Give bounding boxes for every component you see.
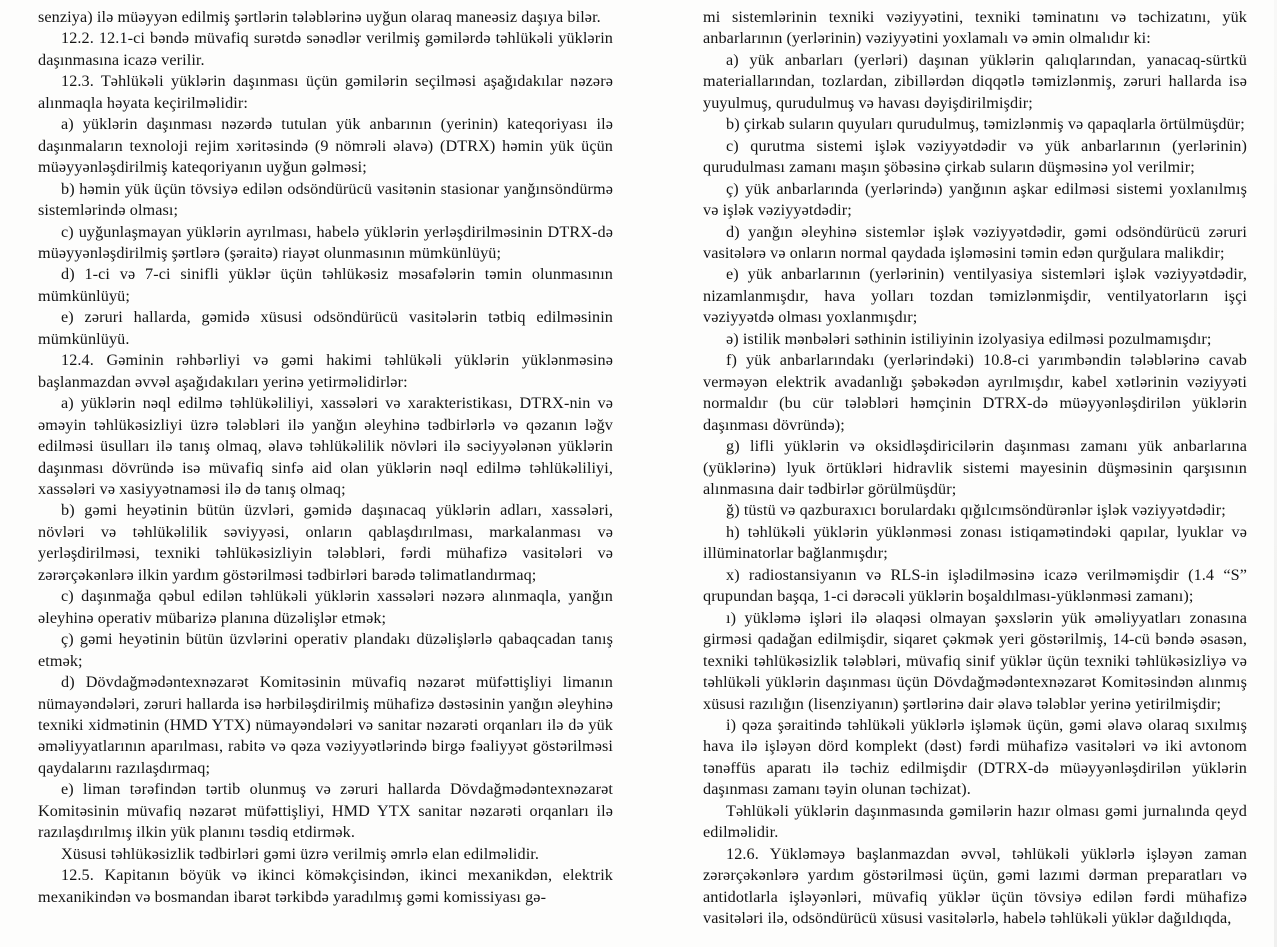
paragraph: g) lifli yüklərin və oksidləşdiricilərin daşınması zamanı yük anbarlarına (yüklərinə) lyuk örtükləri hidravlik sistemi mayesinin düşməsinin qarşısının alınmasına dair tədbirlər görülmüşdür; (703, 437, 1247, 498)
paragraph: 12.5. Kapitanın böyük və ikinci köməkçisindən, ikinci mexanikdən, elektrik mexanikindən və bosmandan ibarət tərkibdə yaradılmış gəmi komissiyası gə- (38, 866, 613, 906)
paragraph: Təhlükəli yüklərin daşınmasında gəmilərin hazır olması gəmi jurnalında qeyd edilməlidir. (703, 801, 1247, 842)
paragraph: a) yük anbarları (yerləri) daşınan yüklərin qalıqlarından, yanacaq-sürtkü materiallarından, tozlardan, zibillərdən diqqətlə təmizlənmiş, zəruri hallarda isə yuyulmuş, qurudulmuş və havası dəyişdirilmişdir; (703, 50, 1247, 112)
paragraph: d) Dövdağmədəntexnəzarət Komitəsinin müvafiq nəzarət müfəttişliyi limanın nümayəndələri, zəruri hallarda isə hərbiləşdirilmiş mühafizə dəstəsinin yanğın əleyhinə texniki xidmətinin (HMD YTX) nümayəndələri və sanitar nəzarəti orqanları ilə də yük əməliyyatlarının aparılması, rabitə və qəza vəziyyətlərində birgə fəaliyyət göstərilməsi qaydalarını razılaşdırmaq; (38, 673, 613, 777)
paragraph: h) təhlükəli yüklərin yüklənməsi zonası istiqamətindəki qapılar, lyuklar və illüminatorlar bağlanmışdır; (703, 522, 1247, 563)
paragraph: ı) yükləmə işləri ilə əlaqəsi olmayan şəxslərin yük əməliyyatları zonasına girməsi qadağan edilmişdir, siqaret çəkmək yeri göstərilmiş, 14-cü bəndə əsasən, texniki təhlükəsizlik tələbləri, müvafiq sinif yüklər üçün texniki təhlükəsizliyə və təhlükəli yüklərin daşınması üçün Dövdağmədəntexnəzarət Komitəsindən alınmış xüsusi razılığın (lisenziyanın) şərtlərinə dair əlavə tələblər yerinə yetirilmişdir; (703, 608, 1247, 713)
paragraph: i) qəza şəraitində təhlükəli yüklərlə işləmək üçün, gəmi əlavə olaraq sıxılmış hava ilə işləyən dörd komplekt (dəst) fərdi mühafizə vasitələri və iki avtonom tənəffüs aparatı ilə təchiz edilmişdir (DTRX-də müəyyənləşdirilən yüklərin daşınması zamanı təyin olunan təchizat). (703, 715, 1247, 799)
paragraph: e) zəruri hallarda, gəmidə xüsusi odsöndürücü vasitələrin tətbiq edilməsinin mümkünlüyü. (38, 308, 613, 348)
paragraph: e) yük anbarlarının (yerlərinin) ventilyasiya sistemləri işlək vəziyyətdədir, nizamlanmışdır, hava yolları tozdan təmizlənmişdir, ventilyatorların işçi vəziyyətdə olması yoxlanmışdır; (703, 265, 1247, 327)
paragraph: x) radiostansiyanın və RLS-in işlədilməsinə icazə verilməmişdir (1.4 “S” qrupundan başqa, 1-ci dərəcəli yüklərin boşaldılması-yüklənməsi zamanı); (703, 565, 1247, 606)
paragraph: 12.4. Gəminin rəhbərliyi və gəmi hakimi təhlükəli yüklərin yüklənməsinə başlanmazdan əvvəl aşağıdakıları yerinə yetirməlidirlər: (38, 351, 613, 391)
paragraph: b) çirkab suların quyuları qurudulmuş, təmizlənmiş və qapaqlarla örtülmüşdür; (726, 115, 1245, 134)
paragraph: d) 1-ci və 7-ci sinifli yüklər üçün təhlükəsiz məsafələrin təmin olunmasının mümkünlüyü; (38, 265, 613, 305)
paragraph: c) uyğunlaşmayan yüklərin ayrılması, habelə yüklərin yerləşdirilməsinin DTRX-də müəyyənləşdirilmiş şərtlərə (şəraitə) riayət olunmasının mümkünlüyü; (38, 222, 613, 262)
paragraph: d) yanğın əleyhinə sistemlər işlək vəziyyətdədir, gəmi odsöndürücü zəruri vasitələrə və onların normal qaydada işləməsini təmin edən qurğulara malikdir; (703, 222, 1247, 262)
paragraph: Xüsusi təhlükəsizlik tədbirləri gəmi üzrə verilmiş əmrlə elan edilməlidir. (61, 844, 540, 863)
paragraph: b) həmin yük üçün tövsiyə edilən odsöndürücü vasitənin stasionar yanğınsöndürmə sistemlərində olması; (38, 179, 613, 220)
paragraph: e) liman tərəfindən tərtib olunmuş və zəruri hallarda Dövdağmədəntexnəzarət Komitəsinin müvafiq nəzarət müfəttişliyi, HMD YTX sanitar nəzarəti orqanları ilə razılaşdırılmış ilkin yük planını təsdiq etdirmək. (38, 780, 613, 842)
paragraph: ə) istilik mənbələri səthinin istiliyinin izolyasiya edilməsi pozulmamışdır; (726, 329, 1212, 348)
paragraph: mi sistemlərinin texniki vəziyyətini, texniki təminatını və təchizatını, yük anbarlarının (yerlərinin) vəziyyətini yoxlamalı və əmin olmalıdır ki: (703, 8, 1247, 48)
paragraph: b) gəmi heyətinin bütün üzvləri, gəmidə daşınacaq yüklərin adları, xassələri, növləri və təhlükəlilik səviyyəsi, onların qablaşdırılması, markalanması və yerləşdirilməsi, texniki təhlükəsizliyin tələbləri, fərdi mühafizə vasitələri və zərərçəkənlərə ilkin yardım göstərilməsi tədbirləri barədə təlimatlandırmaq; (38, 501, 613, 584)
paragraph: f) yük anbarlarındakı (yerlərindəki) 10.8-ci yarımbəndin tələblərinə cavab verməyən elektrik avadanlığı şəbəkədən ayrılmışdır, kabel xətlərinin vəziyyəti normaldır (bu cür tələbləri həmçinin DTRX-də müəyyənləşdirilən yüklərin daşınması dövründə); (703, 351, 1247, 434)
paragraph: senziya) ilə müəyyən edilmiş şərtlərin tələblərinə uyğun olaraq maneəsiz daşıya bilər. (38, 8, 601, 26)
text-column-left (38, 7, 613, 947)
paragraph: a) yüklərin nəql edilmə təhlükəliliyi, xassələri və xarakteristikası, DTRX-nin və əməyin təhlükəsizliyi üzrə tələbləri ilə yanğın əleyhinə tədbirlərlə və qəzanın ləğv edilməsi üsulları ilə tanış olmaq, əlavə təhlükəlilik növləri ilə səciyyələnən yüklərin daşınması dövründə isə müvafiq sinfə aid olan yüklərin nəql edilmə təhlükəliliyi, xassələri və xasiyyətnaməsi ilə də tanış olmaq; (38, 394, 613, 498)
paragraph: 12.2. 12.1-ci bəndə müvafiq surətdə sənədlər verilmiş gəmilərdə təhlükəli yüklərin daşınmasına icazə verilir. (38, 29, 613, 69)
text-column-right (703, 7, 1247, 947)
paragraph: ç) yük anbarlarında (yerlərində) yanğının aşkar edilməsi sistemi yoxlanılmış və işlək vəziyyətdədir; (703, 179, 1247, 220)
paragraph: 12.6. Yükləməyə başlanmazdan əvvəl, təhlükəli yüklərlə işləyən zaman zərərçəkənlərə yardım göstərilməsi üçün, gəmi lazımi dərman preparatları və antidotlarla işləyənləri, müvafiq yüklər üçün tövsiyə edilən fərdi mühafizə vasitələri ilə, odsöndürücü xüsusi vasitələrlə, habelə təhlükəli yüklər dağıldıqda, (703, 844, 1247, 928)
paragraph: ç) gəmi heyətinin bütün üzvlərini operativ plandakı düzəlişlərlə qabaqcadan tanış etmək; (38, 630, 613, 670)
paragraph: a) yüklərin daşınması nəzərdə tutulan yük anbarının (yerinin) kateqoriyası ilə daşınmaların texnoloji rejim xəritəsində (9 nömrəli əlavə) (DTRX) həmin yük üçün müəyyənləşdirilmiş kateqoriyanın uyğun gəlməsi; (38, 115, 613, 177)
paragraph: c) daşınmağa qəbul edilən təhlükəli yüklərin xassələri nəzərə alınmaqla, yanğın əleyhinə operativ mübarizə planına düzəlişlər etmək; (38, 587, 613, 627)
paragraph: ğ) tüstü və qazburaxıcı borulardakı qığılcımsöndürənlər işlək vəziyyətdədir; (726, 501, 1226, 520)
paragraph: 12.3. Təhlükəli yüklərin daşınması üçün gəmilərin seçilməsi aşağıdakılar nəzərə alınmaqla həyata keçirilməlidir: (38, 72, 613, 112)
paragraph: c) qurutma sistemi işlək vəziyyətdədir və yük anbarlarının (yerlərinin) qurudulması zamanı maşın şöbəsinə çirkab suların düşməsinə yol verilmir; (703, 136, 1247, 177)
